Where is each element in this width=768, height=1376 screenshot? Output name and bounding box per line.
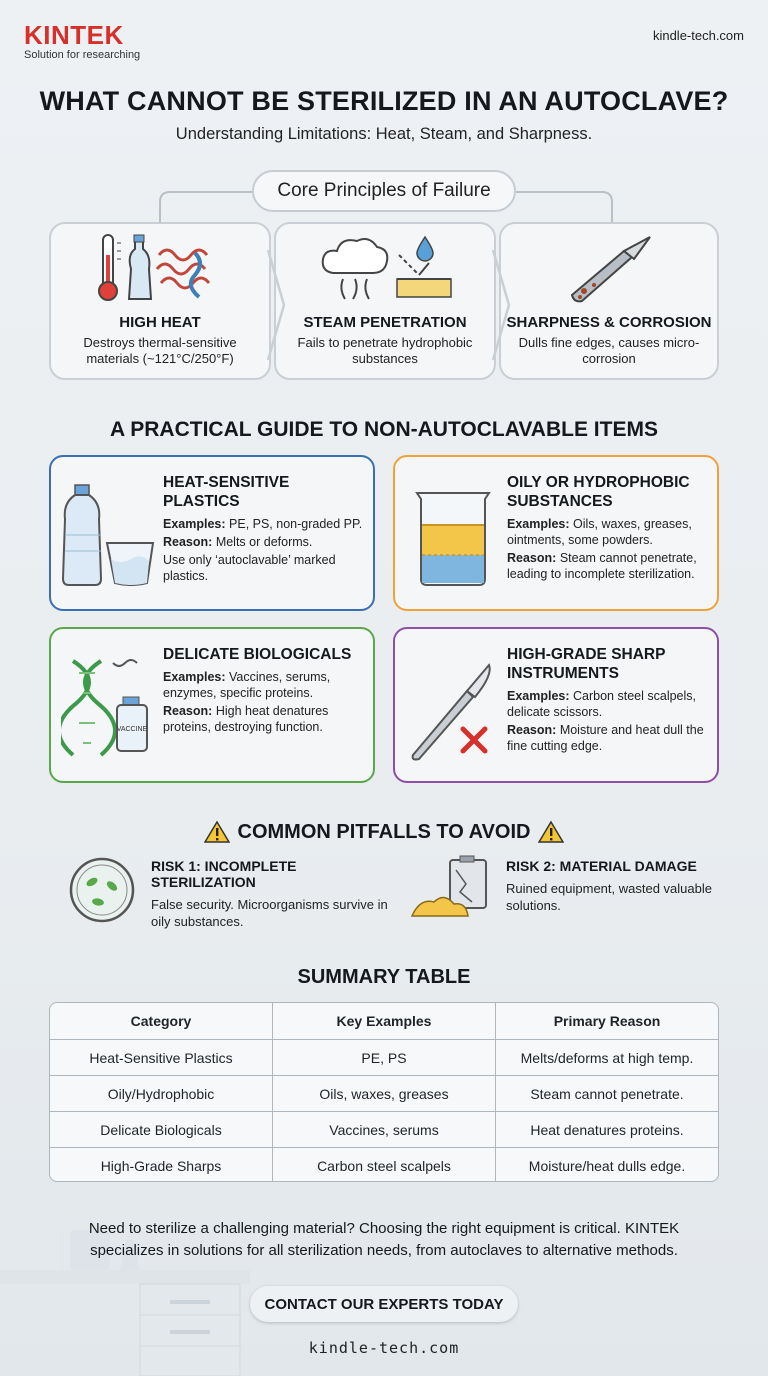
table-cell: Oily/Hydrophobic: [107, 1085, 215, 1102]
table-row: [50, 1147, 718, 1182]
risk-title: RISK 2: MATERIAL DAMAGE: [506, 858, 697, 874]
table-cell: Vaccines, serums: [272, 1112, 495, 1147]
card-examples: Examples: Vaccines, serums, enzymes, specific proteins.: [163, 670, 331, 700]
petri-dish-icon: [68, 856, 136, 924]
page-subtitle: Understanding Limitations: Heat, Steam, and Sharpness.: [175, 125, 593, 143]
table-cell: Moisture/heat dulls edge.: [495, 1148, 718, 1182]
contact-experts-button[interactable]: CONTACT OUR EXPERTS TODAY: [250, 1286, 518, 1322]
guide-title: A PRACTICAL GUIDE TO NON-AUTOCLAVABLE ITEMS: [110, 418, 658, 441]
chevron-right-icon: [266, 250, 286, 360]
principle-desc: Fails to penetrate hydrophobic substances: [297, 335, 473, 366]
scalpel-icon: [501, 224, 717, 314]
table-row: [50, 1111, 718, 1147]
card-examples: Examples: Oils, waxes, greases, ointments, some powders.: [507, 517, 692, 547]
card-title: HIGH-GRADE SHARP INSTRUMENTS: [507, 646, 666, 682]
summary-title: SUMMARY TABLE: [297, 966, 471, 988]
vial-label: VACCINE: [116, 726, 148, 733]
principle-title: HIGH HEAT: [119, 314, 201, 331]
principle-steam-penetration: [274, 222, 496, 380]
table-cell: Heat-Sensitive Plastics: [89, 1049, 233, 1066]
card-delicate-biologicals: [49, 627, 375, 783]
warning-icon: [204, 820, 230, 844]
card-reason: Reason: Steam cannot penetrate, leading to incomplete sterilization.: [507, 551, 697, 581]
risk-title: RISK 1: INCOMPLETE STERILIZATION: [151, 858, 297, 890]
card-reason: Reason: Melts or deforms.: [163, 535, 313, 549]
table-header-cell: Key Examples: [272, 1003, 495, 1039]
table-row: [50, 1039, 718, 1075]
principle-high-heat: [49, 222, 271, 380]
risk-desc: Ruined equipment, wasted valuable solutions.: [506, 881, 712, 913]
pitfalls-title: COMMON PITFALLS TO AVOID: [237, 820, 531, 843]
chevron-right-icon: [491, 250, 511, 360]
table-cell: Oils, waxes, greases: [272, 1076, 495, 1111]
table-row: [50, 1075, 718, 1111]
table-cell: Melts/deforms at high temp.: [495, 1040, 718, 1075]
principle-title: STEAM PENETRATION: [303, 314, 467, 331]
card-high-grade-sharp: [393, 627, 719, 783]
plastic-bottle-icon: [61, 479, 157, 589]
table-cell: Heat denatures proteins.: [495, 1112, 718, 1147]
card-title: DELICATE BIOLOGICALS: [163, 646, 352, 663]
card-reason: Reason: Moisture and heat dull the fine cutting edge.: [507, 723, 704, 753]
brand: [24, 22, 140, 61]
card-oily-hydrophobic: [393, 455, 719, 611]
pitfalls-heading: [0, 820, 768, 844]
dna-vaccine-icon: [61, 651, 157, 761]
table-header-row: [50, 1003, 718, 1039]
steam-droplet-icon: [276, 224, 494, 314]
table-header-cell: Primary Reason: [495, 1003, 718, 1039]
table-cell: Carbon steel scalpels: [272, 1148, 495, 1182]
principle-sharpness-corrosion: [499, 222, 719, 380]
brand-logo: KINTEK: [24, 20, 124, 50]
cta-text: Need to sterilize a challenging material? Choosing the right equipment is critical. KINTEK specializes in solutions for all sterilization needs, from autoclaves to alternative methods.: [88, 1220, 680, 1259]
table-cell: Steam cannot penetrate.: [495, 1076, 718, 1111]
risk-desc: False security. Microorganisms survive in oily substances.: [151, 897, 388, 929]
table-cell: PE, PS: [272, 1040, 495, 1075]
scalpel-x-icon: [405, 651, 501, 761]
brand-tagline: Solution for researching: [24, 49, 141, 61]
warning-icon: [538, 820, 564, 844]
summary-table: [49, 1002, 719, 1182]
risk-incomplete-sterilization: [151, 858, 401, 930]
site-link-top[interactable]: kindle-tech.com: [652, 28, 744, 43]
card-reason: Reason: High heat denatures proteins, destroying function.: [163, 704, 329, 734]
page-title: WHAT CANNOT BE STERILIZED IN AN AUTOCLAVE?: [39, 86, 729, 116]
risk-material-damage: [506, 858, 726, 914]
table-header-cell: Category: [130, 1013, 192, 1029]
beaker-oil-icon: [405, 479, 501, 589]
card-heat-sensitive-plastics: [49, 455, 375, 611]
table-cell: High-Grade Sharps: [100, 1157, 222, 1174]
card-title: OILY OR HYDROPHOBIC SUBSTANCES: [507, 474, 690, 510]
core-principles-label: Core Principles of Failure: [252, 170, 516, 212]
card-title: HEAT-SENSITIVE PLASTICS: [163, 474, 290, 510]
table-cell: Delicate Biologicals: [100, 1121, 222, 1138]
principle-title: SHARPNESS & CORROSION: [506, 314, 712, 331]
principle-desc: Dulls fine edges, causes micro-corrosion: [518, 335, 700, 366]
card-examples: Examples: PE, PS, non-graded PP.: [163, 517, 363, 531]
melted-material-icon: [410, 854, 494, 924]
site-link-bottom[interactable]: kindle-tech.com: [308, 1339, 460, 1357]
card-examples: Examples: Carbon steel scalpels, delicate scissors.: [507, 689, 696, 719]
card-note: Use only ‘autoclavable’ marked plastics.: [163, 553, 336, 583]
principle-desc: Destroys thermal-sensitive materials (~121°C/250°F): [83, 335, 237, 366]
thermometer-bottle-protein-icon: [51, 224, 269, 314]
